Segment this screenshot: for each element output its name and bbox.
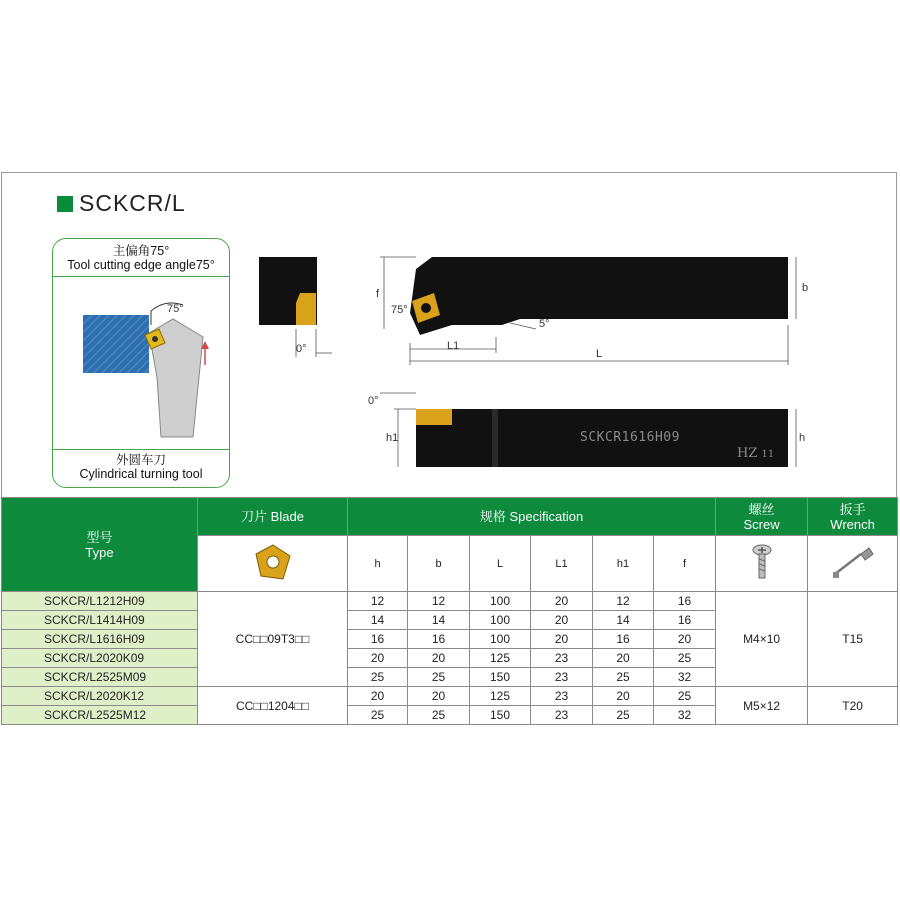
cell-h1: 12 <box>593 592 654 611</box>
cell-h: 16 <box>348 630 408 649</box>
screw-header-cn: 螺丝 <box>748 501 775 517</box>
col-L: L <box>470 536 531 592</box>
cell-b: 16 <box>408 630 470 649</box>
cell-L1: 23 <box>531 668 593 687</box>
top-view-body <box>410 257 788 335</box>
cell-L1: 20 <box>531 611 593 630</box>
wrench-group-2: T20 <box>808 687 898 725</box>
blade-group-1: CC□□09T3□□ <box>198 592 348 687</box>
angle-caption-cn: 主偏角75° <box>112 244 170 258</box>
screw-group-2: M5×12 <box>716 687 808 725</box>
cell-f: 25 <box>654 687 716 706</box>
diagram-divider-bottom <box>53 449 229 450</box>
cell-h1: 25 <box>593 706 654 725</box>
col-b: b <box>408 536 470 592</box>
cell-h1: 20 <box>593 649 654 668</box>
label-f: f <box>376 288 380 300</box>
wrench-header <box>808 498 898 536</box>
insert-icon <box>253 542 293 582</box>
cell-f: 16 <box>654 611 716 630</box>
title-square-icon <box>57 196 73 212</box>
cell-b: 14 <box>408 611 470 630</box>
side-view-insert <box>416 409 452 425</box>
brand-mark-number: 11 <box>761 449 775 460</box>
cell-L: 100 <box>470 592 531 611</box>
wrench-group-1: T15 <box>808 592 898 687</box>
blade-group-2: CC□□1204□□ <box>198 687 348 725</box>
label-h1: h1 <box>386 432 399 444</box>
cell-b: 25 <box>408 706 470 725</box>
cell-b: 20 <box>408 649 470 668</box>
wrench-header-en: Wrench <box>830 516 875 532</box>
cell-L: 125 <box>470 649 531 668</box>
tool-caption-en: Cylindrical turning tool <box>79 467 203 481</box>
end-view-insert <box>296 293 316 325</box>
cell-h: 25 <box>348 668 408 687</box>
cell-h1: 16 <box>593 630 654 649</box>
table-row-model: SCKCR/L1212H09 <box>2 592 198 611</box>
spec-header <box>348 498 716 536</box>
spec-header-text: 规格 Specification <box>479 509 584 524</box>
type-header-cn: 型号 <box>86 529 113 545</box>
table-row-model: SCKCR/L2020K09 <box>2 649 198 668</box>
label-b: b <box>802 282 809 294</box>
brand-mark <box>737 446 774 461</box>
cell-f: 25 <box>654 649 716 668</box>
product-title <box>57 190 186 217</box>
wrench-image-cell <box>808 536 898 592</box>
cell-L: 100 <box>470 611 531 630</box>
cell-h: 12 <box>348 592 408 611</box>
label-h: h <box>799 432 806 444</box>
table-row-model: SCKCR/L2525M12 <box>2 706 198 725</box>
cell-L: 100 <box>470 630 531 649</box>
table-row-model: SCKCR/L1414H09 <box>2 611 198 630</box>
cell-L: 150 <box>470 706 531 725</box>
top-angle-75: 75° <box>391 304 408 316</box>
blade-image-cell <box>198 536 348 592</box>
cell-b: 25 <box>408 668 470 687</box>
col-h1: h1 <box>593 536 654 592</box>
cell-L1: 23 <box>531 687 593 706</box>
blade-header-text: 刀片 Blade <box>241 509 304 524</box>
cell-h1: 20 <box>593 687 654 706</box>
col-L1: L1 <box>531 536 593 592</box>
cell-h1: 14 <box>593 611 654 630</box>
type-header-en: Type <box>85 544 114 560</box>
label-L1: L1 <box>447 340 460 352</box>
tool-caption-cn: 外圆车刀 <box>115 453 166 467</box>
col-h: h <box>348 536 408 592</box>
table-row-model: SCKCR/L2525M09 <box>2 668 198 687</box>
cell-L1: 20 <box>531 630 593 649</box>
cell-b: 20 <box>408 687 470 706</box>
angle-caption-en: Tool cutting edge angle75° <box>67 258 215 272</box>
label-L: L <box>596 348 603 360</box>
table-row-model: SCKCR/L2020K12 <box>2 687 198 706</box>
tool-drawing <box>240 245 830 475</box>
cell-L1: 20 <box>531 592 593 611</box>
wrench-header-cn: 扳手 <box>839 501 866 517</box>
col-f: f <box>654 536 716 592</box>
cell-f: 32 <box>654 706 716 725</box>
title-text: SCKCR/L <box>79 190 186 216</box>
cell-f: 32 <box>654 668 716 687</box>
turning-illustration <box>53 277 230 447</box>
side-angle-0: 0° <box>368 395 379 407</box>
angle-75-label: 75° <box>167 303 184 315</box>
cell-L1: 23 <box>531 649 593 668</box>
cell-h1: 25 <box>593 668 654 687</box>
blade-header <box>198 498 348 536</box>
cell-h: 25 <box>348 706 408 725</box>
cell-f: 20 <box>654 630 716 649</box>
cell-L: 150 <box>470 668 531 687</box>
specification-table <box>1 497 898 725</box>
table-row-model: SCKCR/L1616H09 <box>2 630 198 649</box>
wrench-icon <box>831 544 875 580</box>
cell-h: 20 <box>348 687 408 706</box>
screw-header-en: Screw <box>743 516 780 532</box>
engraving-text: SCKCR1616H09 <box>580 430 680 445</box>
screw-header <box>716 498 808 536</box>
screw-icon <box>747 542 777 582</box>
screw-group-1: M4×10 <box>716 592 808 687</box>
cell-h: 20 <box>348 649 408 668</box>
cell-b: 12 <box>408 592 470 611</box>
cell-h: 14 <box>348 611 408 630</box>
cell-L: 125 <box>470 687 531 706</box>
cell-f: 16 <box>654 592 716 611</box>
type-header <box>2 498 198 592</box>
screw-image-cell <box>716 536 808 592</box>
cell-L1: 23 <box>531 706 593 725</box>
cutting-angle-diagram <box>52 238 230 488</box>
top-angle-5: 5° <box>539 318 550 330</box>
end-angle-label: 0° <box>296 343 307 355</box>
brand-mark-letters: HZ <box>737 446 758 461</box>
